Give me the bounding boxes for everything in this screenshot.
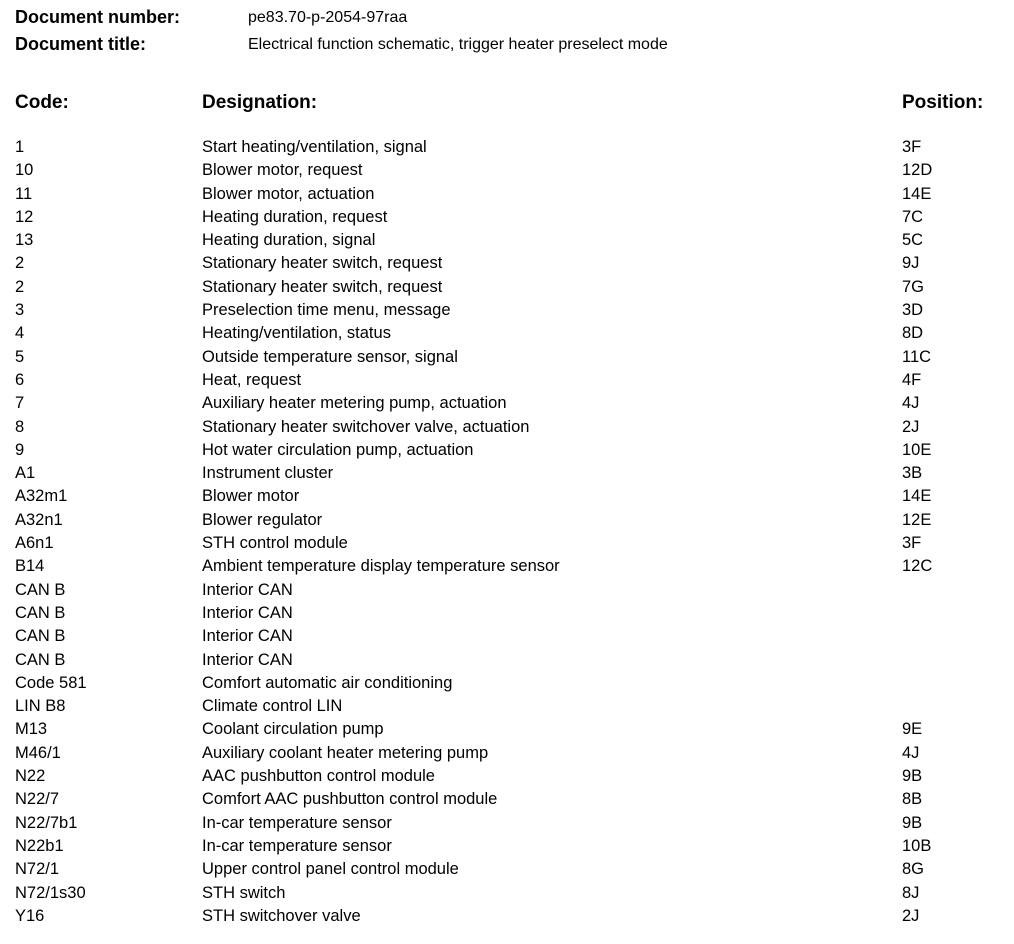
designation-cell: Stationary heater switchover valve, actuation (202, 417, 530, 436)
table-row (0, 603, 1014, 626)
document-number-label: Document number: (15, 7, 181, 27)
table-row (0, 440, 1014, 463)
designation-cell: Blower motor, request (202, 161, 363, 180)
table-row (0, 580, 1014, 603)
code-cell: M13 (15, 720, 48, 739)
document-title-label: Document title: (15, 34, 147, 54)
designation-cell: Blower motor, actuation (202, 184, 375, 203)
designation-cell: Outside temperature sensor, signal (202, 347, 458, 366)
table-row (0, 789, 1014, 812)
designation-cell: Stationary heater switch, request (202, 277, 443, 296)
table-row (0, 859, 1014, 882)
code-cell: CAN B (15, 627, 66, 646)
table-row (0, 836, 1014, 859)
position-cell: 8J (902, 883, 920, 902)
designation-cell: Start heating/ventilation, signal (202, 138, 427, 156)
code-cell: 1 (15, 138, 25, 156)
table-row (0, 370, 1014, 393)
table-row (0, 650, 1014, 673)
table-row (0, 417, 1014, 440)
table-row (0, 533, 1014, 556)
position-column-header: Position: (902, 92, 984, 113)
table-row (0, 486, 1014, 509)
code-cell: N22/7b1 (15, 813, 78, 832)
table-row (0, 137, 1014, 160)
table-row (0, 743, 1014, 766)
code-cell: N22b1 (15, 836, 64, 855)
position-cell: 8G (902, 860, 925, 879)
position-cell: 9B (902, 767, 923, 786)
code-cell: 2 (15, 277, 25, 296)
code-cell: N22/7 (15, 790, 60, 809)
position-cell: 14E (902, 487, 932, 506)
table-row (0, 230, 1014, 253)
table-row (0, 207, 1014, 230)
code-cell: N22 (15, 767, 46, 786)
code-cell: CAN B (15, 580, 66, 599)
position-cell: 8D (902, 324, 924, 343)
designation-cell: Auxiliary heater metering pump, actuation (202, 394, 507, 413)
designation-cell: STH switch (202, 883, 286, 902)
position-cell: 4J (902, 743, 920, 762)
table-row (0, 883, 1014, 906)
designation-cell: Heat, request (202, 370, 302, 389)
code-cell: Y16 (15, 906, 45, 925)
table-row (0, 347, 1014, 370)
designation-cell: Interior CAN (202, 603, 293, 622)
designation-cell: Blower regulator (202, 510, 323, 529)
designation-cell: AAC pushbutton control module (202, 767, 435, 786)
table-row (0, 626, 1014, 649)
document-title-value: Electrical function schematic, trigger heater preselect mode (248, 36, 668, 53)
code-cell: CAN B (15, 650, 66, 669)
document-number-value: pe83.70-p-2054-97raa (248, 9, 408, 26)
table-row (0, 673, 1014, 696)
code-cell: 13 (15, 231, 34, 250)
code-cell: N72/1s30 (15, 883, 86, 902)
position-cell: 3D (902, 301, 924, 320)
position-cell: 12D (902, 161, 933, 180)
designation-cell: Hot water circulation pump, actuation (202, 440, 474, 459)
code-cell: CAN B (15, 603, 66, 622)
code-cell: 9 (15, 440, 25, 459)
position-cell: 8B (902, 790, 923, 809)
position-cell: 12C (902, 557, 933, 576)
position-cell: 9J (902, 254, 920, 273)
table-row (0, 510, 1014, 533)
position-cell: 14E (902, 184, 932, 203)
table-row (0, 160, 1014, 183)
code-cell: 12 (15, 207, 34, 226)
position-cell: 9B (902, 813, 923, 832)
designation-cell: Preselection time menu, message (202, 301, 451, 320)
code-cell: Code 581 (15, 673, 87, 692)
table-row (0, 719, 1014, 742)
position-cell: 3B (902, 464, 923, 483)
designation-cell: Blower motor (202, 487, 300, 506)
code-cell: LIN B8 (15, 697, 66, 716)
table-row (0, 323, 1014, 346)
code-cell: N72/1 (15, 860, 60, 879)
table-row (0, 463, 1014, 486)
designation-cell: Heating duration, request (202, 207, 388, 226)
designation-cell: Instrument cluster (202, 464, 334, 483)
code-cell: 7 (15, 394, 25, 413)
code-cell: A6n1 (15, 534, 54, 553)
code-cell: B14 (15, 557, 45, 576)
table-header (0, 92, 1014, 118)
position-cell: 2J (902, 417, 920, 436)
code-cell: 5 (15, 347, 25, 366)
designation-column-header: Designation: (202, 92, 318, 113)
code-cell: A1 (15, 464, 36, 483)
position-cell: 10B (902, 836, 932, 855)
code-cell: A32n1 (15, 510, 63, 529)
table-row (0, 300, 1014, 323)
designation-cell: Ambient temperature display temperature sensor (202, 557, 560, 576)
designation-cell: STH switchover valve (202, 906, 361, 925)
table-row (0, 184, 1014, 207)
table-row (0, 393, 1014, 416)
position-cell: 7C (902, 207, 924, 226)
code-cell: 8 (15, 417, 25, 436)
position-cell: 4J (902, 394, 920, 413)
position-cell: 4F (902, 370, 922, 389)
designation-cell: In-car temperature sensor (202, 813, 392, 832)
position-cell: 5C (902, 231, 924, 250)
designation-cell: Auxiliary coolant heater metering pump (202, 743, 489, 762)
code-cell: 11 (15, 184, 33, 203)
position-cell: 3F (902, 138, 922, 156)
designation-cell: Interior CAN (202, 580, 293, 599)
designation-cell: Coolant circulation pump (202, 720, 384, 739)
designation-cell: Climate control LIN (202, 697, 343, 716)
table-row (0, 813, 1014, 836)
component-table-body (0, 137, 1014, 929)
table-row (0, 696, 1014, 719)
table-row (0, 906, 1014, 929)
designation-cell: Interior CAN (202, 650, 293, 669)
position-cell: 12E (902, 510, 932, 529)
position-cell: 3F (902, 534, 922, 553)
position-cell: 9E (902, 720, 923, 739)
designation-cell: Interior CAN (202, 627, 293, 646)
code-cell: 2 (15, 254, 25, 273)
position-cell: 10E (902, 440, 932, 459)
designation-cell: Upper control panel control module (202, 860, 459, 879)
code-cell: 3 (15, 301, 25, 320)
position-cell: 7G (902, 277, 925, 296)
designation-cell: STH control module (202, 534, 348, 553)
designation-cell: Heating duration, signal (202, 231, 376, 250)
code-cell: A32m1 (15, 487, 68, 506)
code-cell: M46/1 (15, 743, 61, 762)
designation-cell: Stationary heater switch, request (202, 254, 443, 273)
code-column-header: Code: (15, 92, 69, 113)
table-row (0, 277, 1014, 300)
designation-cell: In-car temperature sensor (202, 836, 392, 855)
code-cell: 4 (15, 324, 25, 343)
position-cell: 2J (902, 906, 920, 925)
designation-cell: Heating/ventilation, status (202, 324, 391, 343)
designation-cell: Comfort automatic air conditioning (202, 673, 453, 692)
code-cell: 6 (15, 370, 25, 389)
position-cell: 11C (902, 347, 932, 366)
table-row (0, 766, 1014, 789)
designation-cell: Comfort AAC pushbutton control module (202, 790, 498, 809)
code-cell: 10 (15, 161, 34, 180)
table-row (0, 556, 1014, 579)
table-row (0, 253, 1014, 276)
